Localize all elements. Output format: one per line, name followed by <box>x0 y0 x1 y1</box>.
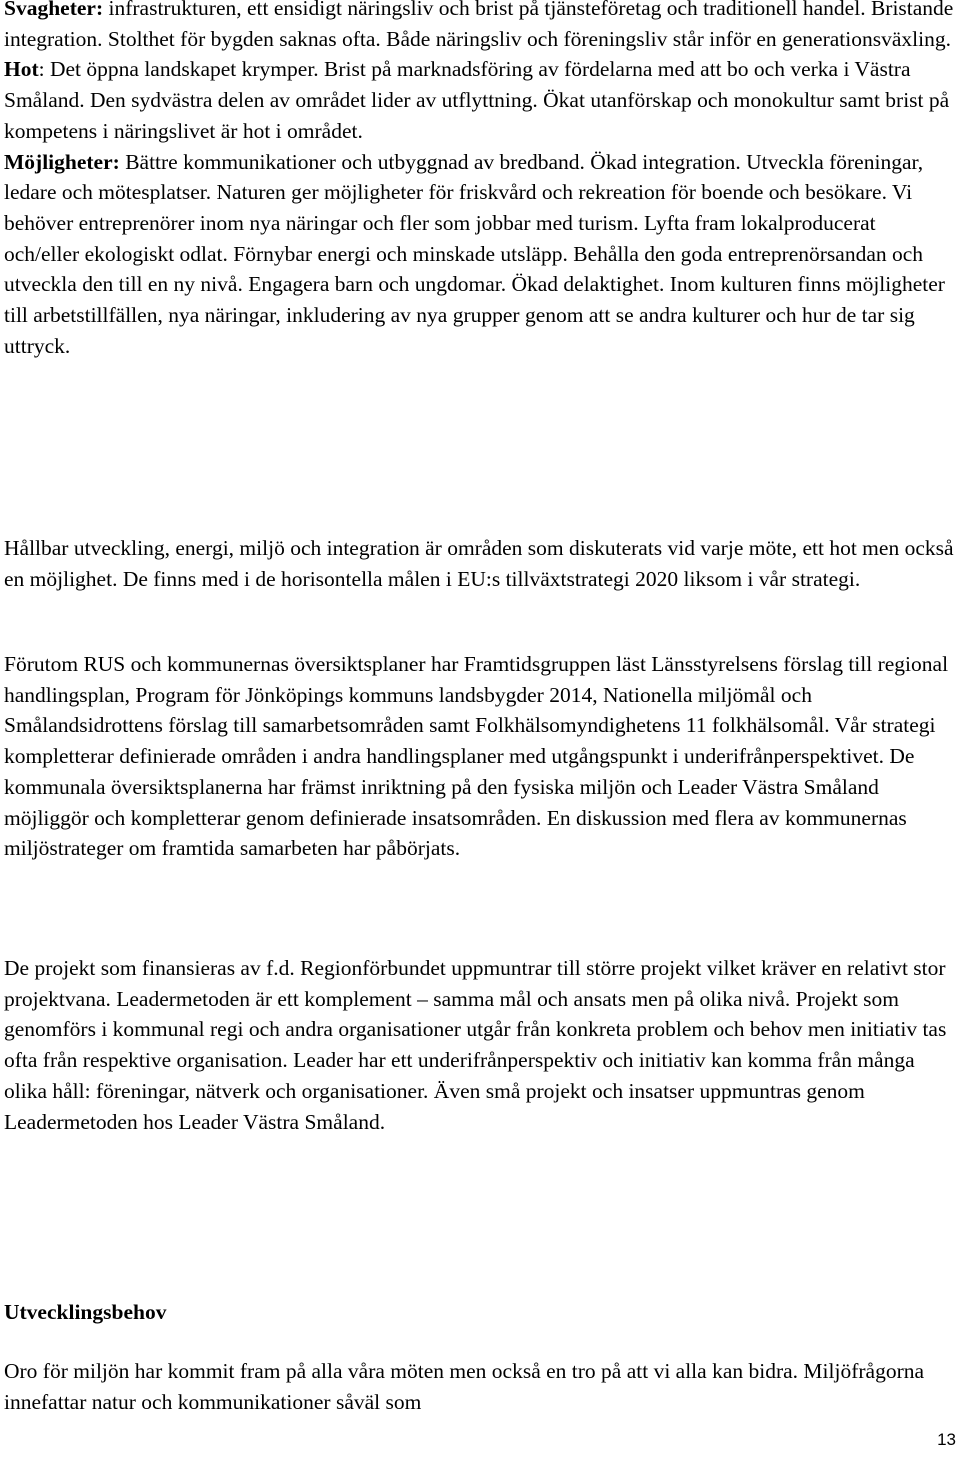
threats-text: : Det öppna landskapet krymper. Brist på marknadsföring av fördelarna med att bo och verka i Västra Småland. Den sydvästra delen av området lider av utflyttning. Ökat utanförskap och monokultur samt brist på kompetens i näringslivet är hot i området. <box>4 57 950 143</box>
weaknesses-label: Svagheter: <box>4 0 104 20</box>
rus-paragraph: Förutom RUS och kommunernas översiktsplaner har Framtidsgruppen läst Länsstyrelsens förslag till regional handlingsplan, Program för Jönköpings kommuns landsbygder 2014, Nationella miljömål och Smålandsidrottens förslag till samarbetsområden samt Folkhälsomyndighetens 11 folkhälsomål. Vår strategi kompletterar definierade områden i andra handlingsplaner med utgångspunkt i underifrånperspektivet. De kommunala översiktsplanerna har främst inriktning på den fysiska miljön och Leader Västra Småland möjliggör och kompletterar genom definierade insatsområden. En diskussion med flera av kommunernas miljöstrateger om framtida samarbeten har påbörjats. <box>4 652 949 861</box>
environment-paragraph: Oro för miljön har kommit fram på alla våra möten men också en tro på att vi alla kan bidra. Miljöfrågorna innefattar natur och kommunikationer såväl som <box>4 1359 925 1414</box>
sustainability-paragraph: Hållbar utveckling, energi, miljö och integration är områden som diskuterats vid varje möte, ett hot men också en möjlighet. De finns med i de horisontella målen i EU:s tillväxtstrategi 2020 liksom i vår strategi. <box>4 536 954 591</box>
opportunities-label: Möjligheter: <box>4 149 120 174</box>
development-needs-heading: Utvecklingsbehov <box>4 1300 167 1324</box>
threats-label: Hot <box>4 57 39 82</box>
weaknesses-text: infrastrukturen, ett ensidigt näringsliv och brist på tjänsteföretag och traditionell handel. Bristande integration. Stolthet för bygden saknas ofta. Både näringsliv och föreningsliv står inför en generationsväxling. <box>4 0 954 51</box>
page-number: 13 <box>937 1430 956 1449</box>
opportunities-text: Bättre kommunikationer och utbyggnad av bredband. Ökad integration. Utveckla föreningar, ledare och mötesplatser. Naturen ger möjligheter för friskvård och rekreation för boende och besökare. Vi behöver entreprenörer inom nya näringar och fler som jobbar med turism. Lyfta fram lokalproducerat och/eller ekologiskt odlat. Förnybar energi och minskade utsläpp. Behålla den goda entreprenörsandan och utveckla den till en ny nivå. Engagera barn och ungdomar. Ökad delaktighet. Inom kulturen finns möjligheter till arbetstillfällen, nya näringar, inkludering av nya grupper genom att se andra kulturer och hur de tar sig uttryck. <box>4 149 945 358</box>
projects-paragraph: De projekt som finansieras av f.d. Regionförbundet uppmuntrar till större projekt vilket kräver en relativt stor projektvana. Leadermetoden är ett komplement – samma mål och ansats men på olika nivå. Projekt som genomförs i kommunal regi och andra organisationer utgår från konkreta problem och behov men initiativ tas ofta från respektive organisation. Leader har ett underifrånperspektiv och initiativ kan komma från många olika håll: föreningar, nätverk och organisationer. Även små projekt och insatser uppmuntras genom Leadermetoden hos Leader Västra Småland. <box>4 956 947 1134</box>
swot-paragraph <box>4 0 956 361</box>
